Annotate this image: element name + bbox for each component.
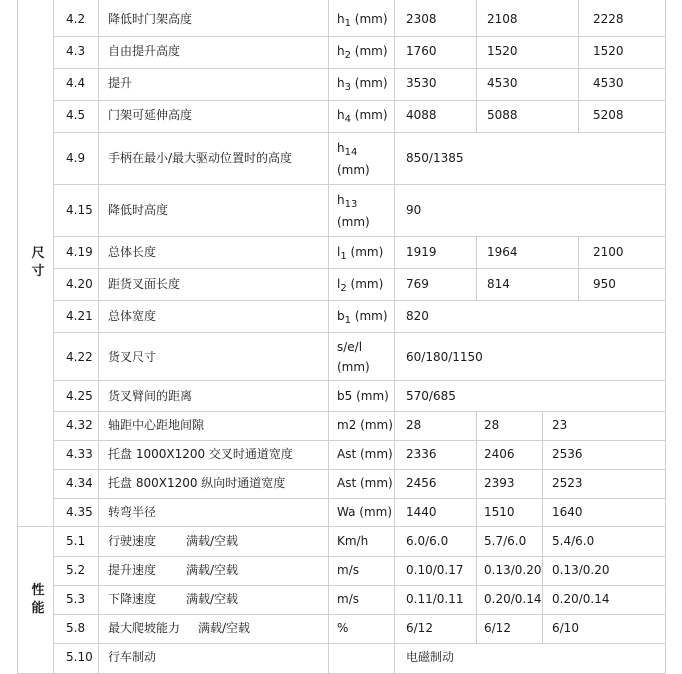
value-2: 1964 <box>487 245 518 259</box>
symbol-unit: (mm) <box>350 76 388 90</box>
row-number: 4.34 <box>66 476 93 490</box>
row-name: 距货叉面长度 <box>108 277 181 291</box>
group-label-dimensions <box>28 245 48 281</box>
grid-line <box>53 643 665 644</box>
group-label-char: 性 <box>31 583 45 598</box>
row-name: 货叉尺寸 <box>108 350 157 364</box>
symbol-unit: (mm) <box>350 12 388 26</box>
row-number: 5.8 <box>66 621 86 635</box>
grid-line <box>53 0 54 674</box>
value-2: 28 <box>484 418 500 432</box>
value-2: 6/12 <box>484 621 511 635</box>
row-condition: 满载/空载 <box>186 592 239 606</box>
grid-line <box>53 184 665 185</box>
grid-line <box>53 332 665 333</box>
value-1: 0.11/0.11 <box>406 592 464 606</box>
row-symbol <box>337 244 383 260</box>
row-symbol <box>337 43 388 59</box>
grid-line <box>53 132 665 133</box>
symbol-text: b <box>337 309 345 323</box>
row-name: 提升 <box>108 76 133 90</box>
grid-line <box>98 0 99 674</box>
value-3: 4530 <box>593 76 624 90</box>
row-name: 托盘 800X1200 纵向时通道宽度 <box>108 476 286 490</box>
symbol-text: h <box>337 141 345 155</box>
symbol-text: h <box>337 44 345 58</box>
value-3: 2228 <box>593 12 624 26</box>
value-3: 5208 <box>593 108 624 122</box>
row-name: 货叉臂间的距离 <box>108 389 193 403</box>
value-1: 90 <box>406 203 422 217</box>
value-3: 950 <box>593 277 616 291</box>
grid-line <box>53 268 665 269</box>
row-symbol: b5 (mm) <box>337 389 389 403</box>
row-name: 下降速度 <box>108 592 157 606</box>
row-name: 行车制动 <box>108 650 157 664</box>
row-symbol: Wa (mm) <box>337 505 393 519</box>
row-symbol-unit: (mm) <box>337 215 370 229</box>
value-3: 0.13/0.20 <box>552 563 610 577</box>
row-symbol <box>337 192 357 208</box>
symbol-subscript: 2 <box>340 283 347 294</box>
grid-line <box>53 498 665 499</box>
grid-line <box>476 0 477 133</box>
row-name: 总体长度 <box>108 245 157 259</box>
grid-line <box>53 585 665 586</box>
row-name: 总体宽度 <box>108 309 157 323</box>
grid-line <box>578 0 579 133</box>
row-number: 4.25 <box>66 389 93 403</box>
row-symbol <box>337 107 388 123</box>
value-3: 2523 <box>552 476 583 490</box>
symbol-text: h <box>337 108 345 122</box>
row-symbol: m/s <box>337 563 359 577</box>
value-1: 2336 <box>406 447 437 461</box>
symbol-text: h <box>337 76 345 90</box>
row-symbol: Ast (mm) <box>337 476 393 490</box>
value-1: 1760 <box>406 44 437 58</box>
grid-line <box>53 36 665 37</box>
row-name: 转弯半径 <box>108 505 157 519</box>
value-2: 2406 <box>484 447 515 461</box>
row-number: 5.3 <box>66 592 86 606</box>
value-1: 3530 <box>406 76 437 90</box>
value-1: 6.0/6.0 <box>406 534 449 548</box>
row-name: 降低时高度 <box>108 203 169 217</box>
symbol-subscript: 2 <box>344 50 351 61</box>
row-number: 5.1 <box>66 534 86 548</box>
symbol-text: h <box>337 12 345 26</box>
value-3: 1520 <box>593 44 624 58</box>
row-symbol: Km/h <box>337 534 369 548</box>
grid-line <box>53 100 665 101</box>
row-symbol-unit: (mm) <box>337 360 370 374</box>
value-2: 4530 <box>487 76 518 90</box>
row-symbol: Ast (mm) <box>337 447 393 461</box>
grid-line <box>476 411 477 644</box>
value-2: 5088 <box>487 108 518 122</box>
row-number: 4.15 <box>66 203 93 217</box>
value-2: 0.20/0.14 <box>484 592 542 606</box>
row-number: 4.19 <box>66 245 93 259</box>
value-1: 2456 <box>406 476 437 490</box>
row-name: 最大爬坡能力 <box>108 621 181 635</box>
row-number: 4.22 <box>66 350 93 364</box>
row-name: 提升速度 <box>108 563 157 577</box>
symbol-subscript: 4 <box>344 114 351 125</box>
row-number: 4.5 <box>66 108 86 122</box>
value-1: 820 <box>406 309 429 323</box>
row-number: 4.9 <box>66 151 86 165</box>
symbol-subscript: 13 <box>344 199 358 210</box>
symbol-subscript: 14 <box>344 147 358 158</box>
grid-line <box>394 0 395 674</box>
row-number: 4.3 <box>66 44 86 58</box>
row-symbol: s/e/l <box>337 340 363 354</box>
value-1: 570/685 <box>406 389 456 403</box>
grid-line <box>53 469 665 470</box>
row-name: 手柄在最小/最大驱动位置时的高度 <box>108 151 293 165</box>
group-label-performance <box>28 582 48 618</box>
symbol-subscript: 3 <box>344 82 351 93</box>
value-2: 5.7/6.0 <box>484 534 527 548</box>
row-symbol <box>337 140 357 156</box>
row-symbol <box>337 308 388 324</box>
group-label-char: 尺 <box>31 246 45 261</box>
row-name: 行驶速度 <box>108 534 157 548</box>
row-symbol <box>337 11 388 27</box>
grid-line <box>53 300 665 301</box>
value-2: 2108 <box>487 12 518 26</box>
row-number: 4.35 <box>66 505 93 519</box>
row-number: 4.20 <box>66 277 93 291</box>
symbol-text: h <box>337 193 345 207</box>
value-1: 850/1385 <box>406 151 464 165</box>
row-number: 4.21 <box>66 309 93 323</box>
value-3: 2100 <box>593 245 624 259</box>
grid-line <box>53 556 665 557</box>
symbol-text: l <box>337 245 341 259</box>
row-number: 4.32 <box>66 418 93 432</box>
grid-line <box>17 0 18 674</box>
symbol-subscript: 1 <box>340 251 347 262</box>
grid-line <box>17 526 665 527</box>
value-1: 769 <box>406 277 429 291</box>
row-name: 轴距中心距地间隙 <box>108 418 205 432</box>
row-condition: 满载/空载 <box>186 534 239 548</box>
value-3: 23 <box>552 418 568 432</box>
row-symbol: m/s <box>337 592 359 606</box>
row-symbol <box>337 276 383 292</box>
symbol-unit: (mm) <box>351 309 388 323</box>
row-name: 门架可延伸高度 <box>108 108 193 122</box>
grid-line <box>53 411 665 412</box>
symbol-unit: (mm) <box>346 245 384 259</box>
value-3: 5.4/6.0 <box>552 534 595 548</box>
value-3: 0.20/0.14 <box>552 592 610 606</box>
grid-line <box>328 0 329 674</box>
value-1: 4088 <box>406 108 437 122</box>
grid-line <box>542 411 543 644</box>
row-number: 4.4 <box>66 76 86 90</box>
grid-line <box>665 0 666 674</box>
group-label-char: 寸 <box>31 264 45 279</box>
row-symbol: % <box>337 621 349 635</box>
value-1: 1919 <box>406 245 437 259</box>
row-number: 5.2 <box>66 563 86 577</box>
row-condition: 满载/空载 <box>186 563 239 577</box>
row-name: 托盘 1000X1200 交叉时通道宽度 <box>108 447 293 461</box>
row-number: 4.2 <box>66 12 86 26</box>
value-2: 814 <box>487 277 510 291</box>
group-label-char: 能 <box>31 601 45 616</box>
value-1: 28 <box>406 418 422 432</box>
symbol-unit: (mm) <box>350 44 388 58</box>
row-name: 自由提升高度 <box>108 44 181 58</box>
grid-line <box>53 440 665 441</box>
row-number: 5.10 <box>66 650 93 664</box>
value-2: 1510 <box>484 505 515 519</box>
value-2: 1520 <box>487 44 518 58</box>
symbol-unit: (mm) <box>350 108 388 122</box>
row-symbol: m2 (mm) <box>337 418 393 432</box>
symbol-unit: (mm) <box>346 277 384 291</box>
row-condition: 满载/空载 <box>198 621 251 635</box>
value-1: 6/12 <box>406 621 433 635</box>
symbol-subscript: 1 <box>344 315 351 326</box>
grid-line <box>53 236 665 237</box>
symbol-text: l <box>337 277 341 291</box>
value-1: 1440 <box>406 505 437 519</box>
row-symbol-unit: (mm) <box>337 163 370 177</box>
value-3: 6/10 <box>552 621 579 635</box>
value-1: 电磁制动 <box>406 650 455 664</box>
grid-line <box>53 380 665 381</box>
row-number: 4.33 <box>66 447 93 461</box>
symbol-subscript: 1 <box>344 18 351 29</box>
grid-line <box>53 614 665 615</box>
value-3: 1640 <box>552 505 583 519</box>
value-1: 0.10/0.17 <box>406 563 464 577</box>
row-name: 降低时门架高度 <box>108 12 193 26</box>
value-2: 0.13/0.20 <box>484 563 542 577</box>
row-symbol <box>337 75 388 91</box>
value-2: 2393 <box>484 476 515 490</box>
grid-line <box>53 68 665 69</box>
value-3: 2536 <box>552 447 583 461</box>
value-1: 60/180/1150 <box>406 350 483 364</box>
value-1: 2308 <box>406 12 437 26</box>
